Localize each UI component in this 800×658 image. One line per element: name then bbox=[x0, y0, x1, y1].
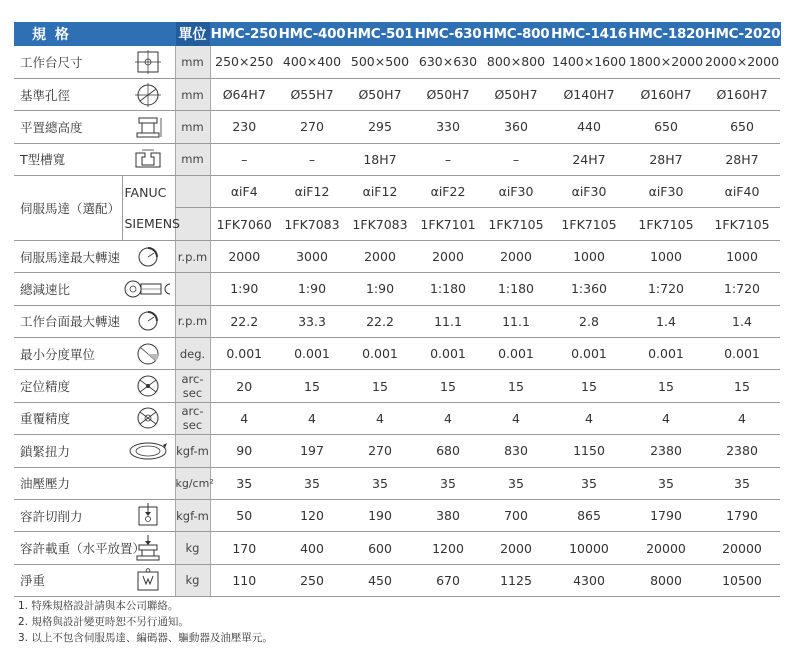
value-cell: 20 bbox=[210, 370, 278, 402]
value-cell: 1125 bbox=[482, 564, 550, 596]
value-cell: 15 bbox=[278, 370, 346, 402]
unit-cell: r.p.m bbox=[175, 305, 210, 337]
table-row bbox=[14, 435, 780, 467]
weight-icon bbox=[134, 568, 162, 592]
unit-cell bbox=[175, 208, 210, 240]
value-cell: 35 bbox=[704, 467, 780, 499]
row-label: 總減速比 bbox=[14, 273, 122, 305]
value-cell: 2380 bbox=[704, 435, 780, 467]
value-cell: 380 bbox=[414, 499, 482, 531]
row-label: 伺服馬達最大轉速 bbox=[14, 240, 122, 272]
rotation-speed-icon bbox=[134, 309, 162, 333]
value-cell: 1000 bbox=[628, 240, 704, 272]
unit-cell: mm bbox=[175, 143, 210, 175]
cutting-force-icon bbox=[134, 503, 162, 529]
value-cell: 11.1 bbox=[482, 305, 550, 337]
value-cell: – bbox=[210, 143, 278, 175]
table-row bbox=[14, 208, 780, 240]
row-label: 基準孔徑 bbox=[14, 78, 122, 110]
accuracy-icon bbox=[134, 374, 162, 398]
value-cell: 1400×1600 bbox=[550, 46, 628, 78]
unit-cell: kg bbox=[175, 532, 210, 564]
value-cell: 11.1 bbox=[414, 305, 482, 337]
footnotes bbox=[18, 598, 273, 646]
value-cell: 4 bbox=[210, 402, 278, 434]
value-cell: 4 bbox=[278, 402, 346, 434]
spec-header: 規 格 bbox=[14, 22, 175, 46]
value-cell: 330 bbox=[414, 111, 482, 143]
table-row bbox=[14, 176, 780, 208]
table-row bbox=[14, 46, 780, 78]
unit-cell bbox=[175, 273, 210, 305]
value-cell: 1:720 bbox=[628, 273, 704, 305]
value-cell: αiF22 bbox=[414, 176, 482, 208]
table-row bbox=[14, 143, 780, 175]
value-cell: 20000 bbox=[704, 532, 780, 564]
value-cell: 35 bbox=[550, 467, 628, 499]
value-cell: – bbox=[482, 143, 550, 175]
value-cell: 670 bbox=[414, 564, 482, 596]
value-cell: 500×500 bbox=[346, 46, 414, 78]
value-cell: 1FK7083 bbox=[346, 208, 414, 240]
value-cell: Ø140H7 bbox=[550, 78, 628, 110]
row-label: 重覆精度 bbox=[14, 402, 122, 434]
row-label: 容許切削力 bbox=[14, 499, 122, 531]
value-cell: 15 bbox=[704, 370, 780, 402]
unit-cell: r.p.m bbox=[175, 240, 210, 272]
value-cell: 2000 bbox=[482, 240, 550, 272]
model-header: HMC-501 bbox=[346, 22, 414, 46]
value-cell: 22.2 bbox=[210, 305, 278, 337]
value-cell: 90 bbox=[210, 435, 278, 467]
value-cell: 1000 bbox=[704, 240, 780, 272]
value-cell: 1:720 bbox=[704, 273, 780, 305]
value-cell: 15 bbox=[414, 370, 482, 402]
value-cell: 28H7 bbox=[628, 143, 704, 175]
value-cell: 650 bbox=[704, 111, 780, 143]
value-cell: 22.2 bbox=[346, 305, 414, 337]
value-cell: 197 bbox=[278, 435, 346, 467]
value-cell: 1800×2000 bbox=[628, 46, 704, 78]
value-cell: 2380 bbox=[628, 435, 704, 467]
value-cell: αiF30 bbox=[628, 176, 704, 208]
value-cell: 295 bbox=[346, 111, 414, 143]
load-icon bbox=[133, 535, 163, 561]
ref-hole-icon bbox=[134, 83, 162, 107]
value-cell: 8000 bbox=[628, 564, 704, 596]
indexing-icon bbox=[134, 342, 162, 366]
value-cell: 1790 bbox=[704, 499, 780, 531]
value-cell: 1:90 bbox=[278, 273, 346, 305]
value-cell: 1.4 bbox=[628, 305, 704, 337]
value-cell: 250 bbox=[278, 564, 346, 596]
unit-cell: arc-sec bbox=[175, 370, 210, 402]
unit-cell: mm bbox=[175, 46, 210, 78]
value-cell: 2.8 bbox=[550, 305, 628, 337]
value-cell: 4 bbox=[482, 402, 550, 434]
value-cell: αiF40 bbox=[704, 176, 780, 208]
unit-header: 單位 bbox=[175, 22, 210, 46]
value-cell: 35 bbox=[414, 467, 482, 499]
model-header: HMC-800 bbox=[482, 22, 550, 46]
value-cell: 35 bbox=[482, 467, 550, 499]
value-cell: 10500 bbox=[704, 564, 780, 596]
value-cell: 35 bbox=[278, 467, 346, 499]
value-cell: 650 bbox=[628, 111, 704, 143]
value-cell: 400×400 bbox=[278, 46, 346, 78]
value-cell: 450 bbox=[346, 564, 414, 596]
value-cell: 110 bbox=[210, 564, 278, 596]
value-cell: 250×250 bbox=[210, 46, 278, 78]
value-cell: 4 bbox=[704, 402, 780, 434]
value-cell: Ø50H7 bbox=[482, 78, 550, 110]
table-row bbox=[14, 111, 780, 143]
row-label: 容許載重（水平放置） bbox=[14, 532, 122, 564]
value-cell: 15 bbox=[346, 370, 414, 402]
value-cell: 1:360 bbox=[550, 273, 628, 305]
table-row bbox=[14, 499, 780, 531]
value-cell: 1:90 bbox=[210, 273, 278, 305]
unit-cell: mm bbox=[175, 111, 210, 143]
value-cell: 3000 bbox=[278, 240, 346, 272]
spec-table bbox=[14, 22, 791, 597]
row-label: T型槽寬 bbox=[14, 143, 122, 175]
model-header: HMC-1416 bbox=[550, 22, 628, 46]
value-cell: 1:90 bbox=[346, 273, 414, 305]
value-cell: αiF12 bbox=[278, 176, 346, 208]
value-cell: – bbox=[278, 143, 346, 175]
table-row bbox=[14, 532, 780, 564]
table-row bbox=[14, 78, 780, 110]
unit-cell bbox=[175, 176, 210, 208]
unit-cell: arc-sec bbox=[175, 402, 210, 434]
value-cell: 400 bbox=[278, 532, 346, 564]
model-header: HMC-400 bbox=[278, 22, 346, 46]
value-cell: 0.001 bbox=[482, 338, 550, 370]
value-cell: 4 bbox=[346, 402, 414, 434]
value-cell: 0.001 bbox=[414, 338, 482, 370]
row-label: 定位精度 bbox=[14, 370, 122, 402]
value-cell: 50 bbox=[210, 499, 278, 531]
table-row bbox=[14, 564, 780, 596]
value-cell: 0.001 bbox=[550, 338, 628, 370]
unit-cell: mm bbox=[175, 78, 210, 110]
value-cell: 1000 bbox=[550, 240, 628, 272]
value-cell: 4 bbox=[550, 402, 628, 434]
value-cell: Ø160H7 bbox=[704, 78, 780, 110]
value-cell: 1FK7101 bbox=[414, 208, 482, 240]
value-cell: 2000 bbox=[482, 532, 550, 564]
value-cell: 1.4 bbox=[704, 305, 780, 337]
table-row bbox=[14, 240, 780, 272]
unit-cell: kgf-m bbox=[175, 499, 210, 531]
value-cell: 1790 bbox=[628, 499, 704, 531]
sub-label: FANUC bbox=[122, 176, 175, 208]
value-cell: 2000 bbox=[210, 240, 278, 272]
value-cell: Ø50H7 bbox=[414, 78, 482, 110]
value-cell: 10000 bbox=[550, 532, 628, 564]
model-header: HMC-630 bbox=[414, 22, 482, 46]
unit-cell: kgf-m bbox=[175, 435, 210, 467]
value-cell: 230 bbox=[210, 111, 278, 143]
model-header: HMC-250 bbox=[210, 22, 278, 46]
table-size-icon bbox=[134, 50, 162, 74]
value-cell: 0.001 bbox=[346, 338, 414, 370]
value-cell: 35 bbox=[210, 467, 278, 499]
value-cell: 4300 bbox=[550, 564, 628, 596]
value-cell: 1:180 bbox=[414, 273, 482, 305]
value-cell: 33.3 bbox=[278, 305, 346, 337]
value-cell: 1FK7060 bbox=[210, 208, 278, 240]
value-cell: 20000 bbox=[628, 532, 704, 564]
value-cell: αiF4 bbox=[210, 176, 278, 208]
value-cell: αiF30 bbox=[482, 176, 550, 208]
model-header: HMC-1820 bbox=[628, 22, 704, 46]
table-row bbox=[14, 370, 780, 402]
value-cell: 190 bbox=[346, 499, 414, 531]
footnote: 3. 以上不包含伺服馬達、編碼器、驅動器及油壓單元。 bbox=[18, 632, 273, 644]
height-icon bbox=[133, 115, 163, 139]
table-row bbox=[14, 467, 780, 499]
row-label: 工作台尺寸 bbox=[14, 46, 122, 78]
value-cell: 120 bbox=[278, 499, 346, 531]
value-cell: 0.001 bbox=[704, 338, 780, 370]
value-cell: Ø64H7 bbox=[210, 78, 278, 110]
value-cell: 2000×2000 bbox=[704, 46, 780, 78]
value-cell: 4 bbox=[628, 402, 704, 434]
value-cell: 2000 bbox=[414, 240, 482, 272]
value-cell: 865 bbox=[550, 499, 628, 531]
value-cell: 1FK7105 bbox=[482, 208, 550, 240]
value-cell: 35 bbox=[346, 467, 414, 499]
value-cell: – bbox=[414, 143, 482, 175]
rotation-speed-icon bbox=[134, 245, 162, 269]
value-cell: 35 bbox=[628, 467, 704, 499]
value-cell: αiF30 bbox=[550, 176, 628, 208]
table-row bbox=[14, 273, 780, 305]
value-cell: 15 bbox=[482, 370, 550, 402]
value-cell: 1FK7083 bbox=[278, 208, 346, 240]
value-cell: 440 bbox=[550, 111, 628, 143]
value-cell: 680 bbox=[414, 435, 482, 467]
value-cell: 1150 bbox=[550, 435, 628, 467]
unit-cell: kg bbox=[175, 564, 210, 596]
value-cell: 1FK7105 bbox=[628, 208, 704, 240]
table-row bbox=[14, 402, 780, 434]
value-cell: 4 bbox=[414, 402, 482, 434]
value-cell: 270 bbox=[278, 111, 346, 143]
value-cell: 2000 bbox=[346, 240, 414, 272]
value-cell: 700 bbox=[482, 499, 550, 531]
row-label: 最小分度單位 bbox=[14, 338, 122, 370]
repeatability-icon bbox=[134, 406, 162, 430]
value-cell: 24H7 bbox=[550, 143, 628, 175]
value-cell: 15 bbox=[550, 370, 628, 402]
table-row bbox=[14, 338, 780, 370]
value-cell: 170 bbox=[210, 532, 278, 564]
value-cell: 0.001 bbox=[278, 338, 346, 370]
value-cell: 0.001 bbox=[628, 338, 704, 370]
value-cell: αiF12 bbox=[346, 176, 414, 208]
row-label: 鎖緊扭力 bbox=[14, 435, 122, 467]
value-cell: 800×800 bbox=[482, 46, 550, 78]
sub-label: SIEMENS bbox=[122, 208, 175, 240]
footnote: 2. 規格與設計變更時恕不另行通知。 bbox=[18, 616, 189, 628]
value-cell: 600 bbox=[346, 532, 414, 564]
gear-ratio-icon bbox=[122, 277, 174, 301]
row-label: 淨重 bbox=[14, 564, 122, 596]
value-cell: 0.001 bbox=[210, 338, 278, 370]
footnote: 1. 特殊規格設計請與本公司聯絡。 bbox=[18, 600, 179, 612]
model-header: HMC-2020K bbox=[704, 22, 780, 46]
clamp-torque-icon bbox=[127, 439, 169, 463]
value-cell: 830 bbox=[482, 435, 550, 467]
value-cell: 630×630 bbox=[414, 46, 482, 78]
row-label: 油壓壓力 bbox=[14, 467, 122, 499]
value-cell: 270 bbox=[346, 435, 414, 467]
unit-cell: deg. bbox=[175, 338, 210, 370]
t-slot-icon bbox=[133, 147, 163, 171]
value-cell: 15 bbox=[628, 370, 704, 402]
table-row bbox=[14, 305, 780, 337]
header-row bbox=[14, 22, 780, 46]
value-cell: Ø55H7 bbox=[278, 78, 346, 110]
value-cell: 1:180 bbox=[482, 273, 550, 305]
value-cell: 1FK7105 bbox=[704, 208, 780, 240]
unit-cell: kg/cm² bbox=[175, 467, 210, 499]
value-cell: 18H7 bbox=[346, 143, 414, 175]
row-label: 平置總高度 bbox=[14, 111, 122, 143]
value-cell: 28H7 bbox=[704, 143, 780, 175]
row-label: 工作台面最大轉速 bbox=[14, 305, 122, 337]
value-cell: Ø50H7 bbox=[346, 78, 414, 110]
value-cell: Ø160H7 bbox=[628, 78, 704, 110]
value-cell: 360 bbox=[482, 111, 550, 143]
value-cell: 1200 bbox=[414, 532, 482, 564]
row-label: 伺服馬達（選配） bbox=[14, 176, 122, 241]
value-cell: 1FK7105 bbox=[550, 208, 628, 240]
